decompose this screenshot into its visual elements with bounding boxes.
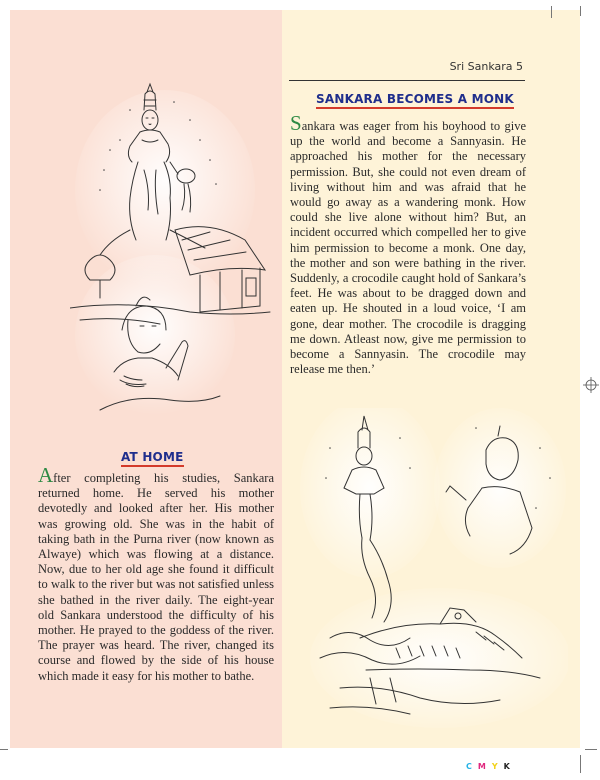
cmyk-m: M <box>477 762 492 771</box>
cmyk-k: K <box>503 762 516 771</box>
section-title-home: AT HOME <box>121 450 184 467</box>
cmyk-c: C <box>466 762 478 771</box>
crop-mark <box>0 749 8 750</box>
section-title-monk: SANKARA BECOMES A MONK <box>316 92 514 109</box>
crop-mark <box>580 755 581 773</box>
running-head: Sri Sankara 5 <box>449 60 523 73</box>
home-paragraph <box>38 463 274 684</box>
monk-body: ankara was eager from his boyhood to give up the world and become a Sannyasin. He approached his mother for the necessary permission. But, she could not even dream of living without him and was afraid that he would go away as a wandering monk. How could she live alone without him? But, an incident occurred which compelled her to give him permission to become a monk. One day, the mother and son were bathing in the river. Suddenly, a crocodile caught hold of Sankara’s feet. He was about to be dragged down and eaten up. He shouted in a loud voice, ‘I am gone, dear mother. The crocodile is dragging me down. Atleast now, give me permission to become a Sannyasin. The crocodile may release me then.’ <box>290 119 526 377</box>
crop-mark <box>551 6 552 18</box>
cmyk-y: Y <box>491 762 504 771</box>
header-rule <box>289 80 525 81</box>
monk-paragraph <box>290 111 526 377</box>
cmyk-color-bar <box>466 762 516 771</box>
dropcap: A <box>38 463 54 487</box>
goddess-and-boy-illustration <box>70 80 275 420</box>
registration-mark-icon <box>583 377 599 393</box>
dropcap: S <box>290 111 302 135</box>
crop-mark <box>580 6 581 16</box>
crop-mark <box>585 749 597 750</box>
crocodile-illustration <box>300 408 568 738</box>
home-body: fter completing his studies, Sankara returned home. He served his mother devotedly and looked after her. His mother was growing old. She was in the habit of taking bath in the Purna river (now known as Alwaye) which was flowing at a distance. Now, due to her old age she found it difficult to walk to the river but was not satisfied unless she bathed in the river daily. The eight-year old Sankara understood the difficulty of his mother. He prayed to the goddess of the river. The prayer was heard. The river, changed its course and flowed by the side of his house which made it easy for his mother to bathe. <box>38 471 274 683</box>
